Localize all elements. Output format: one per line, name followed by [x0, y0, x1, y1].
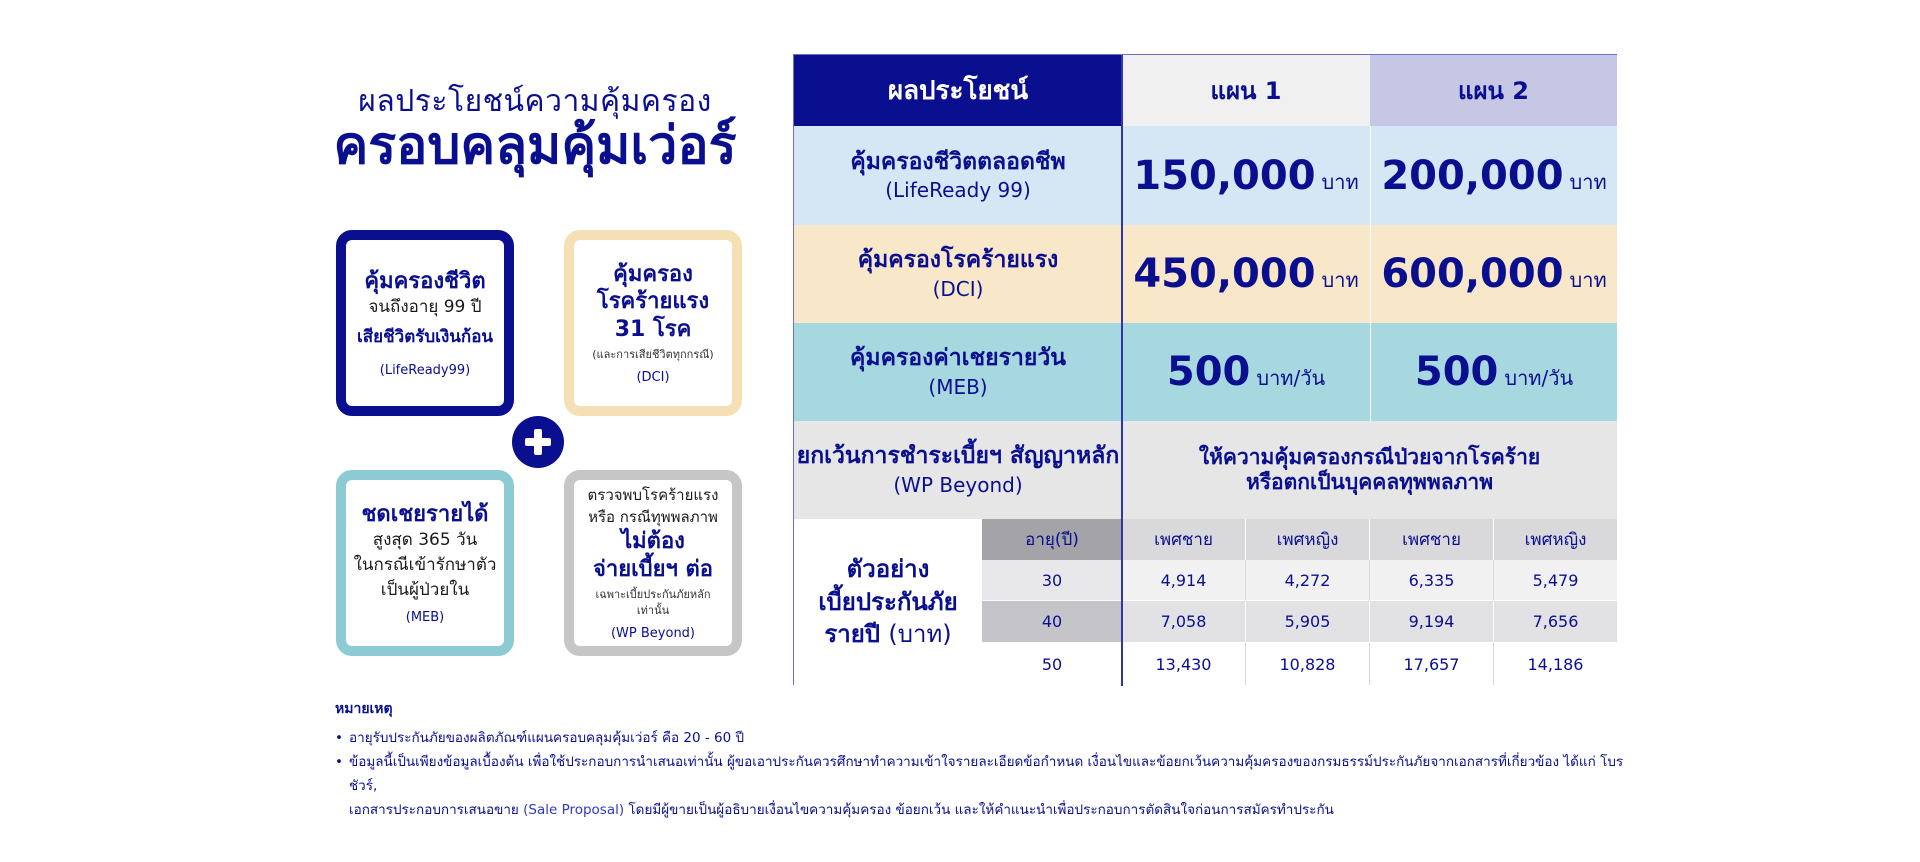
card-dci-code: (DCI) [636, 370, 670, 386]
premium-header-plan1-male: เพศชาย [1122, 519, 1246, 560]
row-life-sub: (LifeReady 99) [885, 178, 1031, 203]
row-wp-desc [1122, 421, 1617, 519]
premium-cell: 10,828 [1246, 643, 1370, 685]
card-dci-coverage [564, 230, 742, 416]
card-life-line2: เสียชีวิตรับเงินก้อน [356, 326, 494, 347]
card-meb-code: (MEB) [405, 610, 445, 626]
premium-label-3b: (บาท) [888, 620, 952, 649]
card-meb-coverage [336, 470, 514, 656]
row-life-title: คุ้มครองชีวิตตลอดชีพ [850, 148, 1066, 175]
row-meb-sub: (MEB) [928, 374, 988, 399]
premium-header-plan2-female: เพศหญิง [1494, 519, 1617, 560]
row-meb-plan1 [1122, 323, 1370, 421]
premium-cell: 4,272 [1246, 560, 1370, 601]
premium-cell: 9,194 [1370, 601, 1494, 643]
card-life-code: (LifeReady99) [379, 363, 471, 379]
row-life-plan2-amount: 200,000 [1381, 152, 1564, 199]
card-wp-bold2: จ่ายเบี้ยฯ ต่อ [592, 556, 714, 582]
note-2-highlight: (Sale Proposal) [523, 802, 625, 818]
row-meb-plan1-amount: 500 [1166, 349, 1251, 395]
row-wp-desc-1: ให้ความคุ้มครองกรณีป่วยจากโรคร้าย [1198, 444, 1541, 469]
premium-cell: 4,914 [1122, 560, 1246, 601]
row-wp-title: ยกเว้นการชำระเบี้ยฯ สัญญาหลัก [796, 443, 1120, 470]
hero-title: ครอบคลุมคุ้มเว่อร์ [333, 116, 737, 176]
note-2-text-c: โดยมีผู้ขายเป็นผู้อธิบายเงื่อนไขความคุ้มครอง ข้อยกเว้น และให้คำแนะนำเพื่อประกอบการตัดสินใจก่อนการสมัครทำประกัน [624, 802, 1334, 818]
card-meb-line3: เป็นผู้ป่วยใน [380, 579, 470, 600]
card-meb-line1: สูงสุด 365 วัน [372, 530, 478, 551]
header-plan2: แผน 2 [1370, 55, 1617, 126]
row-wp-sub: (WP Beyond) [893, 472, 1023, 497]
row-dci-plan2 [1370, 225, 1617, 323]
card-wp-line2: หรือ กรณีทุพพลภาพ [588, 507, 718, 526]
premium-cell: 5,905 [1246, 601, 1370, 643]
card-dci-title-3: 31 โรค [614, 316, 692, 342]
row-meb-plan1-unit: บาท/วัน [1256, 366, 1326, 390]
note-2-text-b: เอกสารประกอบการเสนอขาย [349, 802, 524, 818]
card-meb-line2: ในกรณีเข้ารักษาตัว [353, 554, 497, 575]
benefit-table [793, 54, 1617, 685]
card-meb-title: ชดเชยรายได้ [361, 501, 489, 527]
premium-header-age: อายุ(ปี) [982, 519, 1122, 560]
row-life-plan1-unit: บาท [1321, 169, 1359, 194]
premium-cell: 7,656 [1494, 601, 1617, 643]
premium-cell: 7,058 [1122, 601, 1246, 643]
card-wp-line1: ตรวจพบโรคร้ายแรง [587, 485, 719, 504]
premium-header-plan2-male: เพศชาย [1370, 519, 1494, 560]
row-meb-plan2-unit: บาท/วัน [1504, 366, 1574, 390]
card-dci-title-1: คุ้มครอง [613, 261, 693, 287]
hero-subtitle: ผลประโยชน์ความคุ้มครอง [358, 84, 712, 119]
row-meb-plan2 [1370, 323, 1617, 421]
card-wp-bold1: ไม่ต้อง [621, 529, 685, 555]
row-life-plan2-unit: บาท [1569, 169, 1607, 194]
card-life-line1: จนถึงอายุ 99 ปี [368, 297, 482, 318]
plus-icon [512, 416, 564, 468]
row-dci-plan2-unit: บาท [1569, 268, 1607, 292]
premium-example-label [794, 519, 982, 685]
card-life-title: คุ้มครองชีวิต [364, 268, 486, 294]
header-benefit: ผลประโยชน์ [794, 55, 1122, 126]
card-dci-title-2: โรคร้ายแรง [596, 289, 710, 315]
row-wp-desc-2: หรือตกเป็นบุคคลทุพพลภาพ [1245, 470, 1494, 494]
note-item [335, 726, 1635, 750]
row-life-plan1-amount: 150,000 [1133, 152, 1316, 199]
row-meb-title: คุ้มครองค่าเชยรายวัน [850, 345, 1066, 372]
premium-label-3a: รายปี [824, 620, 881, 649]
card-wp-note: เฉพาะเบี้ยประกันภัยหลักเท่านั้น [595, 588, 711, 617]
premium-cell: 5,479 [1494, 560, 1617, 601]
row-dci-plan1-amount: 450,000 [1133, 251, 1316, 297]
row-dci-plan1-unit: บาท [1321, 268, 1359, 292]
card-wp-coverage [564, 470, 742, 656]
card-dci-note: (และการเสียชีวิตทุกกรณี) [592, 348, 714, 362]
premium-header-plan1-female: เพศหญิง [1246, 519, 1370, 560]
header-plan1: แผน 1 [1122, 55, 1370, 126]
premium-row-age: 50 [982, 643, 1122, 685]
premium-cell: 17,657 [1370, 643, 1494, 685]
row-dci-title: คุ้มครองโรคร้ายแรง [857, 247, 1059, 274]
notes-section [335, 698, 1635, 822]
note-item [335, 750, 1635, 822]
row-dci-plan1 [1122, 225, 1370, 323]
row-meb-plan2-amount: 500 [1414, 349, 1499, 395]
premium-cell: 6,335 [1370, 560, 1494, 601]
row-life-plan2 [1370, 126, 1617, 225]
row-dci-plan2-amount: 600,000 [1381, 251, 1564, 297]
row-wp-label [794, 421, 1122, 519]
notes-title: หมายเหตุ [335, 701, 393, 717]
premium-cell: 13,430 [1122, 643, 1246, 685]
row-dci-sub: (DCI) [932, 276, 984, 301]
premium-cell: 14,186 [1494, 643, 1617, 685]
table-divider [1121, 55, 1123, 686]
premium-row-age: 30 [982, 560, 1122, 601]
note-1-text: อายุรับประกันภัยของผลิตภัณฑ์แผนครอบคลุมคุ้มเว่อร์ คือ 20 - 60 ปี [349, 730, 745, 746]
card-life-coverage [336, 230, 514, 416]
row-dci-label [794, 225, 1122, 323]
card-wp-code: (WP Beyond) [610, 626, 696, 642]
premium-label-1: ตัวอย่าง [846, 555, 930, 584]
note-2-text-a: ข้อมูลนี้เป็นเพียงข้อมูลเบื้องต้น เพื่อใช้ประกอบการนำเสนอเท่านั้น ผู้ขอเอาประกันควรศึกษาทำความเข้าใจรายละเอียดข้อกำหนด เงื่อนไขและข้อยกเว้นความคุ้มครองของกรมธรรม์ประกันภัยจากเอกสารที่เกี่ยวข้อง ได้แก่ โบรชัวร์, [349, 754, 1624, 794]
row-life-label [794, 126, 1122, 225]
row-life-plan1 [1122, 126, 1370, 225]
premium-row-age: 40 [982, 601, 1122, 643]
row-meb-label [794, 323, 1122, 421]
premium-label-2: เบี้ยประกันภัย [818, 587, 958, 616]
